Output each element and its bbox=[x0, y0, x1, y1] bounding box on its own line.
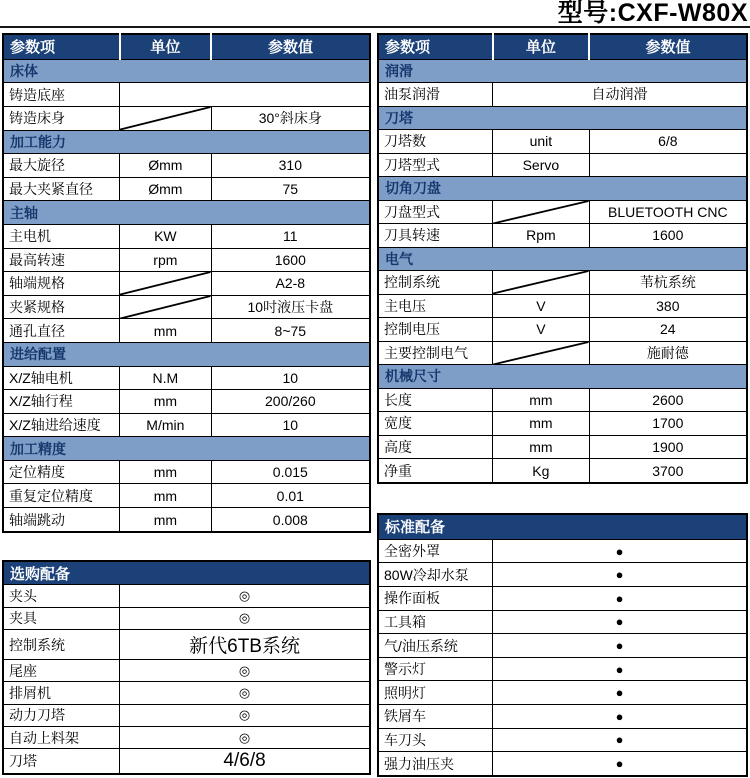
equipment-row bbox=[3, 585, 370, 607]
param-label-cell: 最大夹紧直径 bbox=[3, 177, 120, 201]
spec-row bbox=[3, 177, 370, 201]
value-cell: A2-8 bbox=[211, 272, 370, 296]
equipment-label-cell: 动力刀塔 bbox=[3, 704, 120, 726]
spec-row bbox=[3, 366, 370, 390]
unit-cell: mm bbox=[120, 319, 211, 343]
section-row bbox=[378, 106, 747, 130]
spec-row bbox=[378, 83, 747, 107]
equipment-label-cell: 照明灯 bbox=[378, 681, 493, 705]
unit-cell: mm bbox=[493, 412, 590, 436]
unit-cell: mm bbox=[493, 388, 590, 412]
section-header: 床体 bbox=[3, 59, 370, 83]
equipment-mark-cell: ● bbox=[493, 563, 747, 587]
spec-row bbox=[3, 295, 370, 319]
equipment-mark-cell: ● bbox=[493, 752, 747, 776]
spec-row bbox=[378, 318, 747, 342]
value-cell: 10 bbox=[211, 366, 370, 390]
spec-row bbox=[378, 388, 747, 412]
value-cell: BLUETOOTH CNC bbox=[589, 200, 747, 224]
spec-row bbox=[378, 200, 747, 224]
spec-row bbox=[378, 224, 747, 248]
value-cell: 3700 bbox=[589, 459, 747, 483]
param-label-cell: 刀盘型式 bbox=[378, 200, 493, 224]
param-label-cell: 通孔直径 bbox=[3, 319, 120, 343]
equipment-label-cell: 刀塔 bbox=[3, 749, 120, 774]
unit-cell-diagonal bbox=[493, 200, 590, 224]
unit-cell-diagonal bbox=[493, 271, 590, 295]
spec-row bbox=[378, 271, 747, 295]
unit-cell: Rpm bbox=[493, 224, 590, 248]
unit-cell: unit bbox=[493, 130, 590, 154]
spec-row bbox=[3, 83, 370, 107]
spec-row bbox=[378, 153, 747, 177]
param-label-cell: 夹紧规格 bbox=[3, 295, 120, 319]
equipment-row bbox=[3, 682, 370, 704]
unit-cell: rpm bbox=[120, 248, 211, 272]
section-row bbox=[3, 561, 370, 585]
standard-table-container bbox=[377, 513, 748, 777]
unit-cell-diagonal bbox=[120, 106, 211, 130]
spec-row bbox=[3, 319, 370, 343]
section-row bbox=[378, 247, 747, 271]
equipment-mark-cell: ● bbox=[493, 728, 747, 752]
diagonal-strike-icon bbox=[493, 342, 589, 365]
unit-cell: mm bbox=[120, 508, 211, 532]
spec-row bbox=[3, 154, 370, 178]
value-cell: 30°斜床身 bbox=[211, 106, 370, 130]
spec-row bbox=[378, 294, 747, 318]
unit-cell-diagonal bbox=[493, 341, 590, 365]
equipment-label-cell: 全密外罩 bbox=[378, 539, 493, 563]
equipment-row bbox=[3, 607, 370, 629]
left-column bbox=[2, 33, 371, 775]
spec-row bbox=[3, 106, 370, 130]
value-cell bbox=[589, 153, 747, 177]
param-label-cell: 铸造底座 bbox=[3, 83, 120, 107]
param-label-cell: X/Z轴行程 bbox=[3, 390, 120, 414]
unit-cell: mm bbox=[493, 435, 590, 459]
right-column bbox=[377, 33, 748, 777]
unit-cell: V bbox=[493, 318, 590, 342]
standard-table bbox=[377, 513, 748, 777]
equipment-mark-cell: ● bbox=[493, 610, 747, 634]
column-header: 单位 bbox=[493, 34, 590, 59]
section-row bbox=[378, 177, 747, 201]
section-row bbox=[378, 514, 747, 539]
section-header: 切角刀盘 bbox=[378, 177, 747, 201]
left-spec-table bbox=[2, 33, 371, 533]
equipment-row bbox=[3, 704, 370, 726]
column-header: 参数值 bbox=[211, 34, 370, 59]
param-label-cell: 重复定位精度 bbox=[3, 484, 120, 508]
equipment-row bbox=[3, 727, 370, 749]
column-header: 参数值 bbox=[589, 34, 747, 59]
param-label-cell: X/Z轴进给速度 bbox=[3, 413, 120, 437]
spec-row bbox=[378, 412, 747, 436]
unit-cell: V bbox=[493, 294, 590, 318]
unit-cell: Kg bbox=[493, 459, 590, 483]
unit-cell: mm bbox=[120, 460, 211, 484]
param-label-cell: 长度 bbox=[378, 388, 493, 412]
unit-cell: N.M bbox=[120, 366, 211, 390]
section-row bbox=[3, 59, 370, 83]
diagonal-strike-icon bbox=[120, 272, 210, 295]
equipment-mark-cell: ● bbox=[493, 705, 747, 729]
equipment-label-cell: 控制系统 bbox=[3, 630, 120, 660]
section-row bbox=[3, 437, 370, 461]
value-cell: 1700 bbox=[589, 412, 747, 436]
spec-row bbox=[378, 130, 747, 154]
equipment-mark-cell: ● bbox=[493, 539, 747, 563]
value-cell: 1600 bbox=[211, 248, 370, 272]
equipment-row bbox=[3, 630, 370, 660]
unit-cell: M/min bbox=[120, 413, 211, 437]
spec-row bbox=[378, 341, 747, 365]
spec-row bbox=[3, 390, 370, 414]
equipment-label-cell: 警示灯 bbox=[378, 657, 493, 681]
value-cell: 1600 bbox=[589, 224, 747, 248]
diagonal-strike-icon bbox=[120, 107, 210, 130]
equipment-row bbox=[3, 659, 370, 681]
equipment-row bbox=[378, 705, 747, 729]
equipment-label-cell: 车刀头 bbox=[378, 728, 493, 752]
equipment-mark-cell: ◎ bbox=[120, 659, 370, 681]
value-cell: 0.008 bbox=[211, 508, 370, 532]
param-label-cell: 净重 bbox=[378, 459, 493, 483]
unit-cell-diagonal bbox=[120, 295, 211, 319]
value-cell: 24 bbox=[589, 318, 747, 342]
equipment-row bbox=[378, 610, 747, 634]
unit-cell: Ømm bbox=[120, 154, 211, 178]
section-row bbox=[3, 201, 370, 225]
value-cell: 10吋液压卡盘 bbox=[211, 295, 370, 319]
param-label-cell: X/Z轴电机 bbox=[3, 366, 120, 390]
param-label-cell: 最高转速 bbox=[3, 248, 120, 272]
diagonal-strike-icon bbox=[493, 271, 589, 294]
section-header: 机械尺寸 bbox=[378, 365, 747, 389]
equipment-row bbox=[378, 752, 747, 776]
param-label-cell: 高度 bbox=[378, 435, 493, 459]
column-header-row bbox=[3, 34, 370, 59]
page-title: 型号:CXF-W80X bbox=[557, 0, 748, 27]
param-label-cell: 宽度 bbox=[378, 412, 493, 436]
options-table-container bbox=[2, 560, 371, 775]
spec-row bbox=[378, 435, 747, 459]
equipment-mark-cell: ● bbox=[493, 587, 747, 611]
param-label-cell: 主电机 bbox=[3, 224, 120, 248]
equipment-mark-cell: ● bbox=[493, 634, 747, 658]
equipment-mark-cell: ◎ bbox=[120, 585, 370, 607]
spec-row bbox=[3, 460, 370, 484]
value-cell: 2600 bbox=[589, 388, 747, 412]
value-cell: 11 bbox=[211, 224, 370, 248]
param-label-cell: 控制系统 bbox=[378, 271, 493, 295]
value-cell: 75 bbox=[211, 177, 370, 201]
section-header: 加工能力 bbox=[3, 130, 370, 154]
equipment-mark-cell: ◎ bbox=[120, 704, 370, 726]
value-cell: 200/260 bbox=[211, 390, 370, 414]
equipment-row bbox=[378, 634, 747, 658]
equipment-label-cell: 铁屑车 bbox=[378, 705, 493, 729]
title-bar bbox=[0, 0, 750, 28]
spec-row bbox=[3, 272, 370, 296]
equipment-label-cell: 自动上料架 bbox=[3, 727, 120, 749]
column-header: 单位 bbox=[120, 34, 211, 59]
unit-cell-diagonal bbox=[120, 272, 211, 296]
value-cell: 新代6TB系统 bbox=[120, 630, 370, 660]
value-cell: 380 bbox=[589, 294, 747, 318]
options-table bbox=[2, 560, 371, 775]
unit-cell: Servo bbox=[493, 153, 590, 177]
column-header: 参数项 bbox=[378, 34, 493, 59]
equipment-label-cell: 夹具 bbox=[3, 607, 120, 629]
table-title: 标准配备 bbox=[378, 514, 747, 539]
spec-row bbox=[378, 459, 747, 483]
section-row bbox=[3, 342, 370, 366]
section-header: 进给配置 bbox=[3, 342, 370, 366]
equipment-row bbox=[378, 728, 747, 752]
param-label-cell: 控制电压 bbox=[378, 318, 493, 342]
param-label-cell: 油泵润滑 bbox=[378, 83, 493, 107]
equipment-mark-cell: ◎ bbox=[120, 607, 370, 629]
section-header: 电气 bbox=[378, 247, 747, 271]
section-row bbox=[378, 365, 747, 389]
equipment-row bbox=[378, 681, 747, 705]
section-row bbox=[3, 130, 370, 154]
value-cell: 4/6/8 bbox=[120, 749, 370, 774]
left-spec-table-container bbox=[2, 33, 371, 533]
value-cell: 苇杭系统 bbox=[589, 271, 747, 295]
param-label-cell: 轴端规格 bbox=[3, 272, 120, 296]
param-label-cell: 最大旋径 bbox=[3, 154, 120, 178]
equipment-row bbox=[378, 587, 747, 611]
spec-row bbox=[3, 224, 370, 248]
value-cell: 310 bbox=[211, 154, 370, 178]
param-label-cell: 定位精度 bbox=[3, 460, 120, 484]
diagonal-strike-icon bbox=[493, 201, 589, 224]
equipment-label-cell: 80W冷却水泵 bbox=[378, 563, 493, 587]
param-label-cell: 主要控制电气 bbox=[378, 341, 493, 365]
spec-row bbox=[3, 413, 370, 437]
param-label-cell: 刀塔数 bbox=[378, 130, 493, 154]
section-header: 润滑 bbox=[378, 59, 747, 83]
unit-cell: mm bbox=[120, 390, 211, 414]
equipment-label-cell: 排屑机 bbox=[3, 682, 120, 704]
value-cell: 0.01 bbox=[211, 484, 370, 508]
spec-row bbox=[3, 248, 370, 272]
equipment-label-cell: 强力油压夹 bbox=[378, 752, 493, 776]
spec-row bbox=[3, 508, 370, 532]
section-row bbox=[378, 59, 747, 83]
equipment-label-cell: 工具箱 bbox=[378, 610, 493, 634]
right-spec-table bbox=[377, 33, 748, 484]
equipment-mark-cell: ◎ bbox=[120, 727, 370, 749]
section-header: 刀塔 bbox=[378, 106, 747, 130]
unit-cell: mm bbox=[120, 484, 211, 508]
equipment-row bbox=[378, 563, 747, 587]
equipment-mark-cell: ● bbox=[493, 657, 747, 681]
column-header: 参数项 bbox=[3, 34, 120, 59]
param-label-cell: 主电压 bbox=[378, 294, 493, 318]
value-cell: 6/8 bbox=[589, 130, 747, 154]
equipment-label-cell: 操作面板 bbox=[378, 587, 493, 611]
value-cell: 8~75 bbox=[211, 319, 370, 343]
param-label-cell: 刀塔型式 bbox=[378, 153, 493, 177]
unit-cell: KW bbox=[120, 224, 211, 248]
value-cell: 自动润滑 bbox=[493, 83, 747, 107]
equipment-mark-cell: ◎ bbox=[120, 682, 370, 704]
equipment-row bbox=[3, 749, 370, 774]
param-label-cell: 轴端跳动 bbox=[3, 508, 120, 532]
section-header: 主轴 bbox=[3, 201, 370, 225]
equipment-row bbox=[378, 539, 747, 563]
value-cell: 1900 bbox=[589, 435, 747, 459]
param-label-cell: 铸造床身 bbox=[3, 106, 120, 130]
equipment-label-cell: 夹头 bbox=[3, 585, 120, 607]
equipment-row bbox=[378, 657, 747, 681]
param-label-cell: 刀具转速 bbox=[378, 224, 493, 248]
equipment-label-cell: 尾座 bbox=[3, 659, 120, 681]
equipment-mark-cell: ● bbox=[493, 681, 747, 705]
value-cell: 施耐德 bbox=[589, 341, 747, 365]
value-cell bbox=[120, 83, 370, 107]
diagonal-strike-icon bbox=[120, 296, 210, 319]
value-cell: 0.015 bbox=[211, 460, 370, 484]
right-spec-table-container bbox=[377, 33, 748, 484]
table-title: 选购配备 bbox=[3, 561, 370, 585]
unit-cell: Ømm bbox=[120, 177, 211, 201]
section-header: 加工精度 bbox=[3, 437, 370, 461]
column-header-row bbox=[378, 34, 747, 59]
value-cell: 10 bbox=[211, 413, 370, 437]
spec-row bbox=[3, 484, 370, 508]
equipment-label-cell: 气/油压系统 bbox=[378, 634, 493, 658]
